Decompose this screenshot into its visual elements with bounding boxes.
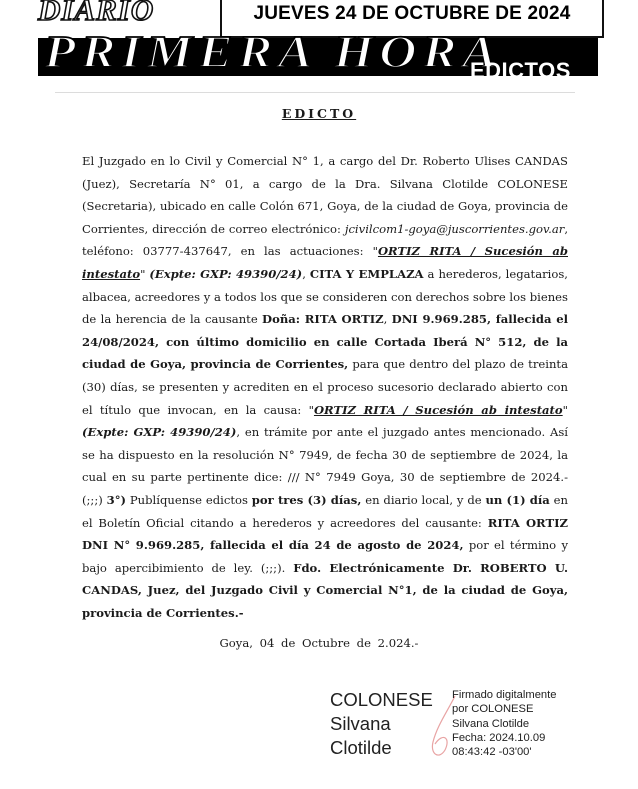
brand-primera-hora: PRIMERA HORA <box>44 26 503 77</box>
text-run: 3°) <box>106 492 126 507</box>
text-run: por tres (3) días, <box>251 492 362 507</box>
text-run: Publíquense edictos <box>126 492 252 507</box>
edicto-date-line: Goya, 04 de Octubre de 2.024.- <box>219 636 419 650</box>
issue-date: JUEVES 24 DE OCTUBRE DE 2024 <box>253 3 571 24</box>
edicto-paragraph <box>82 150 568 624</box>
text-run: , <box>383 312 392 327</box>
digital-signature <box>330 688 590 768</box>
text-run: CITA Y EMPLAZA <box>309 266 424 281</box>
text-run: , <box>302 266 310 281</box>
text-run: El Juzgado en lo Civil y Comercial N° 1, a cargo del Dr. Roberto Ulises CANDAS (Juez), Secretaría N° 01, a cargo de la Dra. Silvana Clotilde COLONESE (Secretaria), ubicado en calle Colón 671, Goya, de la ciudad de Goya, provincia de Corrientes, dirección de correo electrónico: <box>82 154 568 236</box>
text-run: Doña: RITA ORTIZ <box>262 312 384 327</box>
signature-detail-line: 08:43:42 -03'00' <box>452 746 532 759</box>
brand-diario: DIARIO <box>38 0 155 27</box>
text-run: RITA ORTIZ DNI N° 9.969.285, fallecida el día 24 de agosto de 2024, <box>82 515 568 553</box>
signature-detail-line: por COLONESE <box>452 703 534 716</box>
text-run: jcivilcom1-goya@juscorrientes.gov.ar <box>344 221 565 236</box>
text-run: " <box>140 266 150 281</box>
text-run: DNI 9.969.285, fallecida el 24/08/2024, con último domicilio en calle Cortada Iberá N° 512, de la ciudad de Goya, provincia de Corrientes, <box>82 312 569 372</box>
signature-detail-line: Fecha: 2024.10.09 <box>452 731 546 744</box>
newspaper-header <box>0 0 638 83</box>
signer-name-line: COLONESE <box>330 689 433 710</box>
text-run: ORTIZ RITA / Sucesión ab intestato <box>82 244 568 281</box>
signer-name <box>330 688 433 760</box>
text-run: en diario local, y de <box>361 492 486 507</box>
text-run: para que dentro del plazo de treinta (30) días, se presenten y acrediten en el proceso sucesorio declarado abierto con el título que invocan, en la causa: " <box>82 357 568 417</box>
signature-detail-line: Silvana Clotilde <box>452 717 530 730</box>
signature-details <box>452 688 556 759</box>
text-run: a herederos, legatarios, albacea, acreedores y a todos los que se consideren con derechos sobre los bienes de la herencia de la causante <box>82 266 568 327</box>
signer-name-line: Silvana <box>330 713 391 734</box>
text-run: , en trámite por ante el juzgado antes mencionado. Así se ha dispuesto en la resolución N° 7949, de fecha 30 de septiembre de 2024, la cual en su parte pertinente dice: /// N° 7949 Goya, 30 de septiembre de 2024.- (;;;) <box>82 425 568 507</box>
text-run: (Expte: GXP: 49390/24) <box>82 425 237 440</box>
edicto-title: EDICTO <box>281 106 357 121</box>
signer-name-line: Clotilde <box>330 737 392 758</box>
edicto-body <box>82 150 568 624</box>
text-run: Fdo. Electrónicamente Dr. ROBERTO U. CANDAS, Juez, del Juzgado Civil y Comercial N°1, de la ciudad de Goya, provincia de Corrientes.- <box>82 560 569 620</box>
text-run: (Expte: GXP: 49390/24) <box>149 266 303 281</box>
text-run: en el Boletín Oficial citando a herederos y acreedores del causante: <box>82 492 569 530</box>
text-run: " <box>562 402 568 417</box>
header-divider <box>55 92 575 93</box>
text-run: un (1) día <box>485 492 550 507</box>
text-run: , teléfono: 03777-437647, en las actuaciones: " <box>82 221 568 259</box>
section-label: EDICTOS <box>470 58 571 83</box>
signature-detail-line: Firmado digitalmente <box>452 689 557 701</box>
text-run: ORTIZ RITA / Sucesión ab intestato <box>313 402 563 417</box>
text-run: por el término y bajo apercibimiento de ley. (;;;). <box>82 538 568 575</box>
